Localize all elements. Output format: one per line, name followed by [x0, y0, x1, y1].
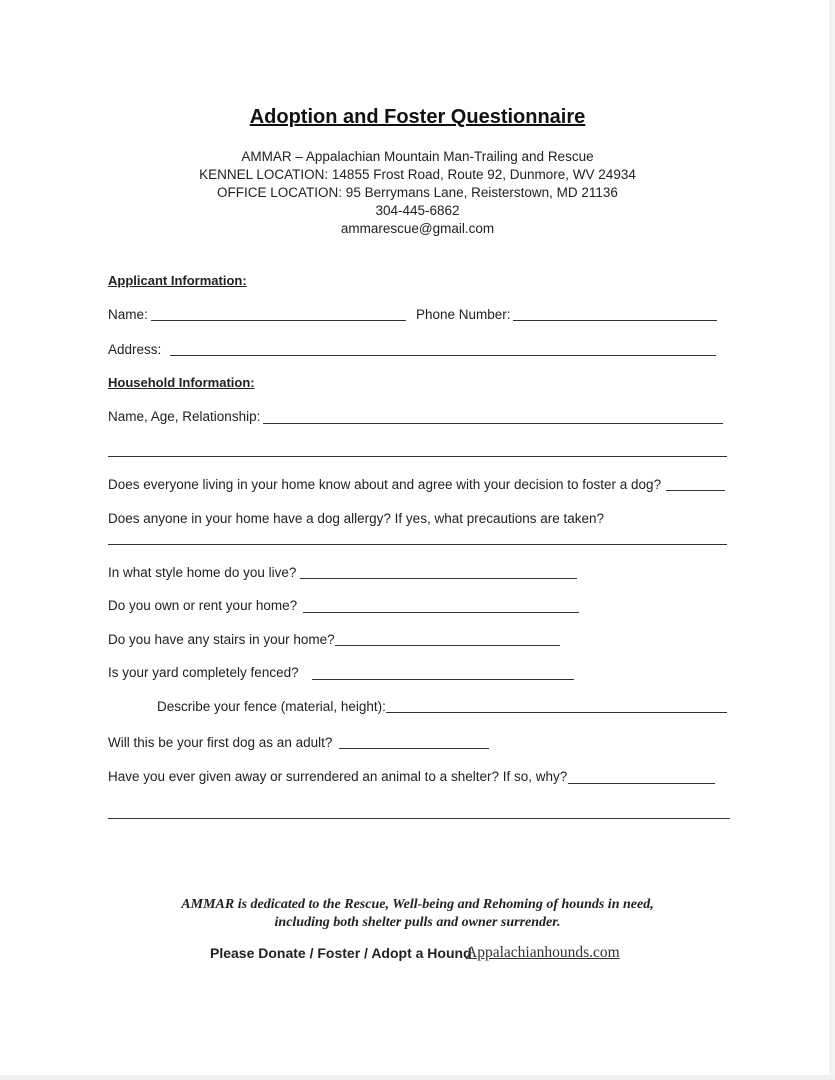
mission-statement-line-2: including both shelter pulls and owner surrender.	[274, 915, 561, 930]
phone-number-label: Phone Number:	[416, 307, 511, 322]
section-household-information: Household Information:	[108, 375, 255, 390]
page-bottom-edge	[0, 1075, 835, 1080]
org-phone: 304-445-6862	[375, 203, 460, 218]
office-location: OFFICE LOCATION: 95 Berrymans Lane, Reisterstown, MD 21136	[217, 185, 618, 200]
yard-fenced-label: Is your yard completely fenced?	[108, 665, 299, 680]
name-age-relationship-field-2[interactable]	[108, 456, 727, 457]
stairs-field[interactable]	[335, 645, 560, 646]
fence-describe-field[interactable]	[386, 712, 727, 713]
agree-foster-label: Does everyone living in your home know about and agree with your decision to foster a dog?	[108, 477, 662, 492]
kennel-location: KENNEL LOCATION: 14855 Frost Road, Route 92, Dunmore, WV 24934	[199, 167, 636, 182]
address-field[interactable]	[170, 355, 716, 356]
dog-allergy-field[interactable]	[108, 544, 727, 545]
first-dog-field[interactable]	[339, 748, 489, 749]
fence-describe-label: Describe your fence (material, height):	[157, 699, 386, 714]
section-applicant-information: Applicant Information:	[108, 273, 247, 288]
stairs-label: Do you have any stairs in your home?	[108, 632, 335, 647]
surrendered-label: Have you ever given away or surrendered an animal to a shelter? If so, why?	[108, 769, 568, 784]
website-link[interactable]: Appalachianhounds.com	[466, 944, 620, 961]
name-field[interactable]	[151, 320, 406, 321]
dog-allergy-label: Does anyone in your home have a dog allergy? If yes, what precautions are taken?	[108, 511, 605, 526]
phone-number-field[interactable]	[513, 320, 717, 321]
own-rent-field[interactable]	[303, 612, 579, 613]
name-label: Name:	[108, 307, 148, 322]
home-style-field[interactable]	[300, 578, 577, 579]
home-style-label: In what style home do you live?	[108, 565, 297, 580]
yard-fenced-field[interactable]	[312, 679, 574, 680]
document-title: Adoption and Foster Questionnaire	[249, 106, 586, 128]
name-age-relationship-label: Name, Age, Relationship:	[108, 409, 261, 424]
address-label: Address:	[108, 342, 162, 357]
agree-foster-field[interactable]	[666, 490, 725, 491]
org-email: ammarescue@gmail.com	[340, 221, 495, 236]
mission-statement-line-1: AMMAR is dedicated to the Rescue, Well-being and Rehoming of hounds in need,	[181, 897, 654, 912]
org-name: AMMAR – Appalachian Mountain Man-Trailing and Rescue	[241, 149, 594, 164]
own-rent-label: Do you own or rent your home?	[108, 598, 298, 613]
name-age-relationship-field[interactable]	[263, 423, 723, 424]
surrendered-field-2[interactable]	[108, 818, 730, 819]
donate-text: Please Donate / Foster / Adopt a Hound	[210, 945, 472, 961]
first-dog-label: Will this be your first dog as an adult?	[108, 735, 333, 750]
surrendered-field[interactable]	[568, 783, 715, 784]
